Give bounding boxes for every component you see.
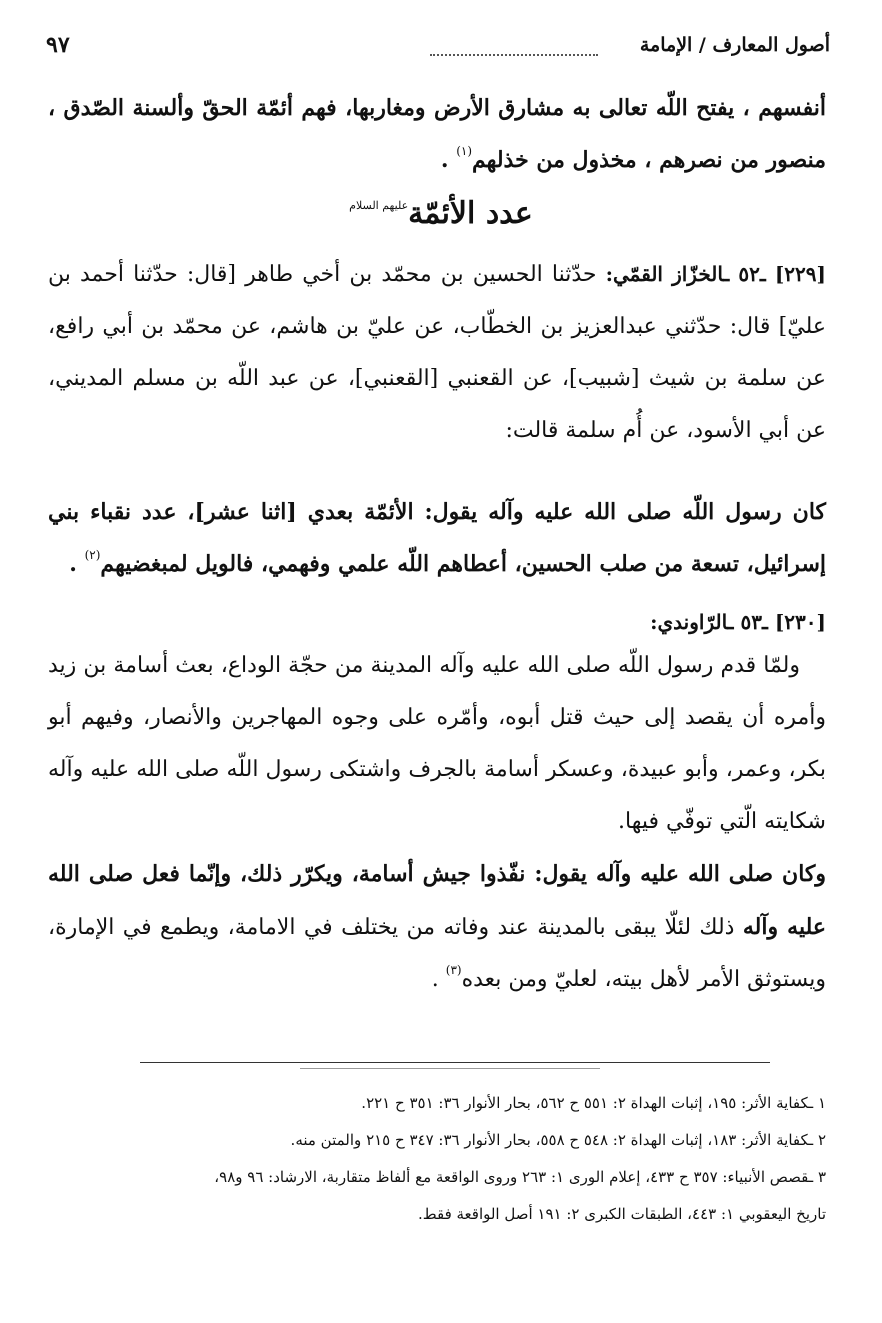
- dotted-leader: [430, 54, 598, 56]
- hadith-230-label: [٢٣٠] ـ٥٣ ـالرّاوندي:: [650, 610, 826, 634]
- footnote-separator: [140, 1062, 770, 1063]
- hadith-230-matn-plain: ذلك لئلّا يبقى بالمدينة عند وفاته من يختلف في الامامة، ويطمع في الإمارة، ويستوثق الأمر لأهل بيته، لعليّ ومن بعده: [48, 915, 826, 992]
- hadith-229-isnad: حدّثنا الحسين بن محمّد بن أخي طاهر [قال: حدّثنا أحمد بن عليّ] قال: حدّثني عبدالعزيز بن الخطّاب، عن عليّ بن هاشم، عن محمّد بن أبي رافع، عن سلمة بن شيث [شبيب]، عن القعنبي [القعنبي]، عن عبد اللّه بن مسلم المديني، عن أبي الأسود، عن أُم سلمة قالت:: [48, 262, 826, 443]
- footnote-3-continued: تاريخ اليعقوبي ١: ٤٤٣، الطبقات الكبرى ٢: ١٩١ أصل الواقعة فقط.: [417, 1205, 826, 1223]
- footnote-ref-1: (١): [456, 144, 473, 158]
- footnote-2: ٢ ـكفاية الأثر: ١٨٣، إثبات الهداة ٢: ٥٤٨ ح ٥٥٨، بحار الأنوار ٣٦: ٣٤٧ ح ٢١٥ والمتن منه.: [290, 1131, 826, 1149]
- hadith-229-matn-end: .: [69, 551, 85, 577]
- hadith-230-text: [48, 640, 826, 848]
- footnote-1: ١ ـكفاية الأثر: ١٩٥، إثبات الهداة ٢: ٥٥١ ح ٥٦٢، بحار الأنوار ٣٦: ٣٥١ ح ٢٢١.: [361, 1094, 826, 1112]
- hadith-229: [48, 248, 826, 457]
- page-number: ٩٧: [46, 32, 70, 58]
- hadith-230-matn-end: .: [431, 967, 446, 992]
- paragraph-1: [48, 82, 826, 189]
- hadith-229-matn-text: كان رسول اللّه صلى الله عليه وآله يقول: الأئمّة بعدي [اثنا عشر]، عدد نقباء بني إسرائيل، تسعة من صلب الحسين، أعطاهم اللّه علمي وفهمي، فالويل لمبغضيهم: [48, 499, 826, 577]
- hadith-229-matn: [48, 486, 826, 593]
- paragraph-1-end: .: [440, 147, 457, 173]
- hadith-230-body: ولمّا قدم رسول اللّه صلى الله عليه وآله المدينة من حجّة الوداع، بعث أسامة بن زيد وأمره أن يقصد إلى حيث قتل أبوه، وأمّره على وجوه المهاجرين والأنصار، وفيهم أبو بكر، وعمر، وأبو عبيدة، وعسكر أسامة بالجرف واشتكى رسول اللّه صلى الله عليه وآله شكايته الّتي توفّي فيها.: [48, 653, 826, 834]
- hadith-229-label: [٢٢٩] ـ٥٢ ـالخزّاز القمّي:: [605, 262, 826, 286]
- honorific-ligature: عليهم السلام: [349, 199, 409, 212]
- footnote-separator-inner: [300, 1068, 600, 1069]
- running-header: [40, 34, 830, 66]
- running-title: أصول المعارف / الإمامة: [639, 34, 830, 56]
- footnote-ref-2: (٢): [84, 548, 101, 562]
- section-heading-text: عدد الأئمّة: [408, 196, 533, 231]
- paragraph-1-text: أنفسهم ، يفتح اللّه تعالى به مشارق الأرض ومغاربها، فهم أئمّة الحقّ وألسنة الصّدق ، منصور من نصرهم ، مخذول من خذلهم: [48, 95, 826, 173]
- footnote-ref-3: (٣): [445, 963, 462, 977]
- hadith-230-matn: [48, 848, 826, 1008]
- footnotes: [48, 1085, 826, 1233]
- hadith-230-matn-bold: وكان صلى الله عليه وآله يقول: نفّذوا جيش أسامة، ويكرّر ذلك، وإنّما فعل صلى الله عليه وآله: [48, 861, 826, 940]
- footnote-3: ٣ ـقصص الأنبياء: ٣٥٧ ح ٤٣٣، إعلام الورى ١: ٢٦٣ وروى الواقعة مع ألفاظ متقاربة، الارشاد: ٩٦ و٩٨،: [214, 1168, 826, 1186]
- section-heading: [0, 196, 882, 231]
